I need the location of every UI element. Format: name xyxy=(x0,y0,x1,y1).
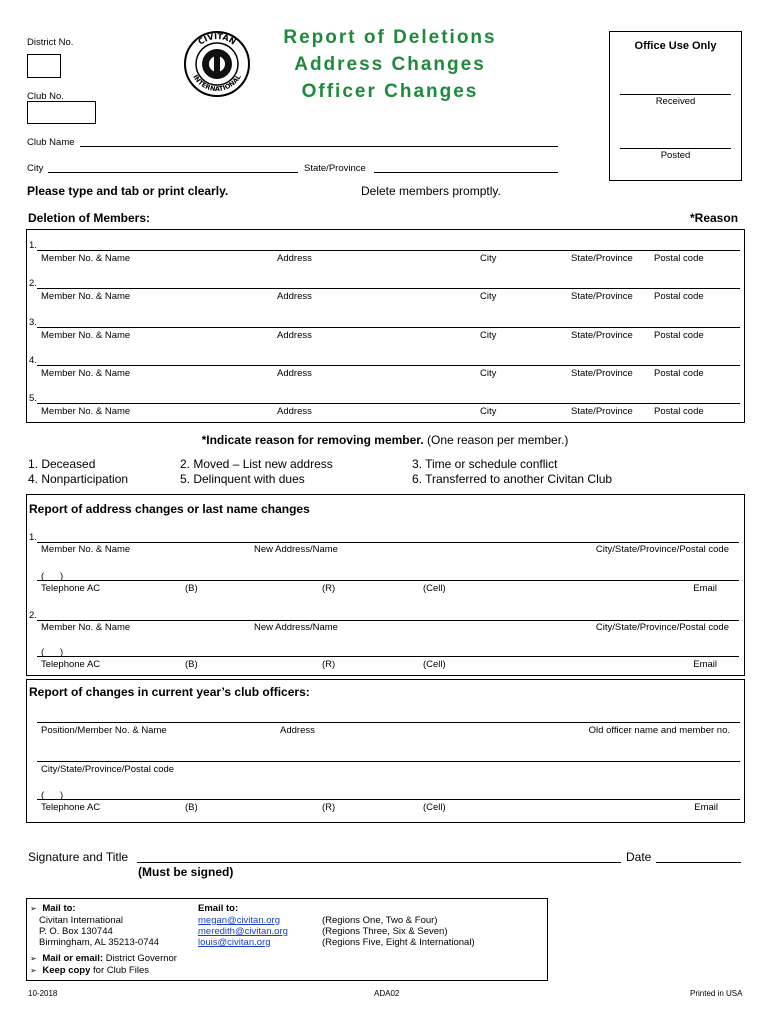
col-member: Member No. & Name xyxy=(41,622,131,633)
col-state: State/Province xyxy=(571,406,633,417)
col-business: (B) xyxy=(185,802,198,813)
col-telephone: Telephone AC xyxy=(41,802,101,813)
reason-item: 5. Delinquent with dues xyxy=(180,472,305,486)
mail-address-line: Civitan International xyxy=(39,915,123,926)
mail-or-email-note xyxy=(30,953,177,964)
bullet-icon: ➢ xyxy=(30,966,37,975)
deletion-row: 5. Member No. & Name Address City State/Province Postal code xyxy=(27,383,744,421)
officer-city-line[interactable] xyxy=(37,761,740,762)
mail-or-email-bold: Mail or email: xyxy=(42,953,104,964)
address-entry-line[interactable] xyxy=(37,542,739,543)
col-city-state-postal: City/State/Province/Postal code xyxy=(595,622,729,633)
col-business: (B) xyxy=(185,583,198,594)
col-member: Member No. & Name xyxy=(41,406,131,417)
reason-item: 4. Nonparticipation xyxy=(28,472,129,486)
deletion-row: 2. Member No. & Name Address City State/Province Postal code xyxy=(27,268,744,306)
phone-entry-line[interactable] xyxy=(37,799,740,800)
deletion-entry-line[interactable] xyxy=(37,403,740,404)
col-address: Address xyxy=(277,406,312,417)
col-address: Address xyxy=(277,291,312,302)
phone-entry-line[interactable] xyxy=(37,580,739,581)
bullet-icon: ➢ xyxy=(30,904,37,913)
mail-address-line: P. O. Box 130744 xyxy=(39,926,113,937)
col-member: Member No. & Name xyxy=(41,330,131,341)
col-address: Address xyxy=(277,253,312,264)
phone-entry-line[interactable] xyxy=(37,656,739,657)
col-residence: (R) xyxy=(322,802,336,813)
region-note: (Regions Three, Six & Seven) xyxy=(322,926,448,937)
col-email: Email xyxy=(693,583,717,594)
col-old-officer: Old officer name and member no. xyxy=(588,725,730,736)
logo-text-bottom: INTERNATIONAL xyxy=(191,73,243,94)
col-city: City xyxy=(480,406,497,417)
address-change-entry: 2. Member No. & Name New Address/Name City/State/Province/Postal code ( ) Telephone AC (B) (R) (Cell) Email xyxy=(27,603,743,681)
officers-box xyxy=(26,679,745,823)
col-telephone: Telephone AC xyxy=(41,659,101,670)
col-city: City xyxy=(480,330,497,341)
title-line-3: Officer Changes xyxy=(301,81,479,102)
col-email: Email xyxy=(693,659,717,670)
phone-paren: ( ) xyxy=(41,571,64,582)
svg-text:CIVITAN xyxy=(197,32,238,47)
office-use-title: Office Use Only xyxy=(634,40,717,52)
officers-title: Report of changes in current year’s club officers: xyxy=(29,685,310,699)
col-state: State/Province xyxy=(571,330,633,341)
reason-instruction-note: (One reason per member.) xyxy=(427,433,569,447)
reason-instruction-bold: *Indicate reason for removing member. xyxy=(201,433,424,447)
col-email: Email xyxy=(694,802,718,813)
district-label: District No. xyxy=(27,37,74,48)
mail-box xyxy=(26,898,548,981)
reason-item: 1. Deceased xyxy=(28,457,96,471)
received-label: Received xyxy=(655,96,696,107)
address-change-entry: 1. Member No. & Name New Address/Name City/State/Province/Postal code ( ) Telephone AC (B) (R) (Cell) Email xyxy=(27,525,743,603)
col-state: State/Province xyxy=(571,291,633,302)
phone-paren: ( ) xyxy=(41,790,64,801)
col-state: State/Province xyxy=(571,368,633,379)
deletion-row: 1. Member No. & Name Address City State/Province Postal code xyxy=(27,230,744,268)
col-city-state-postal: City/State/Province/Postal code xyxy=(595,544,729,555)
must-be-signed-note: (Must be signed) xyxy=(138,865,234,879)
mail-or-email-rest: District Governor xyxy=(103,953,177,964)
col-member: Member No. & Name xyxy=(41,253,131,264)
col-cell: (Cell) xyxy=(423,802,446,813)
type-print-instruction: Please type and tab or print clearly. xyxy=(27,184,229,198)
deletion-row: 3. Member No. & Name Address City State/Province Postal code xyxy=(27,307,744,345)
signature-label: Signature and Title xyxy=(28,850,129,864)
city-field[interactable] xyxy=(48,172,298,173)
deletions-box xyxy=(26,229,745,423)
keep-copy-rest: for Club Files xyxy=(90,965,149,976)
deletion-row: 4. Member No. & Name Address City State/Province Postal code xyxy=(27,345,744,383)
region-note: (Regions Five, Eight & International) xyxy=(322,937,475,948)
club-number-field[interactable] xyxy=(27,101,96,124)
col-address: Address xyxy=(280,725,315,736)
col-city: City xyxy=(480,291,497,302)
form-title xyxy=(255,24,525,105)
keep-copy-note xyxy=(30,965,149,976)
email-link-meredith[interactable]: meredith@civitan.org xyxy=(198,926,288,937)
club-name-label: Club Name xyxy=(27,137,75,148)
officer-entry-line[interactable] xyxy=(37,722,740,723)
club-name-field[interactable] xyxy=(80,146,558,147)
title-line-2: Address Changes xyxy=(294,54,486,75)
col-address: Address xyxy=(277,330,312,341)
footer-date: 10-2018 xyxy=(28,989,58,998)
col-business: (B) xyxy=(185,659,198,670)
col-cell: (Cell) xyxy=(423,659,446,670)
col-member: Member No. & Name xyxy=(41,544,131,555)
col-city-state-postal: City/State/Province/Postal code xyxy=(41,764,175,775)
phone-paren: ( ) xyxy=(41,647,64,658)
state-field[interactable] xyxy=(374,172,558,173)
col-member: Member No. & Name xyxy=(41,291,131,302)
delete-promptly-note: Delete members promptly. xyxy=(361,184,501,198)
col-address: Address xyxy=(277,368,312,379)
city-label: City xyxy=(27,163,44,174)
date-field[interactable] xyxy=(656,862,741,863)
footer-form-code: ADA02 xyxy=(374,989,400,998)
reason-item: 2. Moved – List new address xyxy=(180,457,333,471)
col-telephone: Telephone AC xyxy=(41,583,101,594)
col-position: Position/Member No. & Name xyxy=(41,725,167,736)
club-no-label: Club No. xyxy=(27,91,64,102)
email-link-louis[interactable]: louis@civitan.org xyxy=(198,937,271,948)
deletion-entry-line[interactable] xyxy=(37,327,740,328)
state-label: State/Province xyxy=(304,163,366,174)
mail-address-line: Birmingham, AL 35213-0744 xyxy=(39,937,160,948)
col-member: Member No. & Name xyxy=(41,368,131,379)
office-use-box xyxy=(609,31,742,181)
address-changes-box xyxy=(26,494,745,676)
deletion-entry-line[interactable] xyxy=(37,365,740,366)
col-postal: Postal code xyxy=(654,368,704,379)
date-label: Date xyxy=(626,850,652,864)
logo-text-top: CIVITAN xyxy=(196,31,238,47)
deletions-title: Deletion of Members: xyxy=(28,211,151,225)
email-link-megan[interactable]: megan@civitan.org xyxy=(198,915,280,926)
reason-instruction xyxy=(0,433,770,447)
col-new-address: New Address/Name xyxy=(254,544,338,555)
col-postal: Postal code xyxy=(654,330,704,341)
col-residence: (R) xyxy=(322,583,336,594)
col-postal: Postal code xyxy=(654,253,704,264)
reason-item: 6. Transferred to another Civitan Club xyxy=(412,472,613,486)
reason-label: *Reason xyxy=(690,211,739,225)
mail-to xyxy=(30,903,76,914)
col-city: City xyxy=(480,253,497,264)
deletion-entry-line[interactable] xyxy=(37,250,740,251)
address-entry-line[interactable] xyxy=(37,620,739,621)
col-postal: Postal code xyxy=(654,406,704,417)
signature-field[interactable] xyxy=(137,862,621,863)
col-cell: (Cell) xyxy=(423,583,446,594)
reason-item: 3. Time or schedule conflict xyxy=(412,457,558,471)
title-line-1: Report of Deletions xyxy=(283,27,497,48)
district-number-field[interactable] xyxy=(27,54,61,78)
deletion-entry-line[interactable] xyxy=(37,288,740,289)
email-to-label: Email to: xyxy=(198,903,239,914)
col-state: State/Province xyxy=(571,253,633,264)
col-city: City xyxy=(480,368,497,379)
bullet-icon: ➢ xyxy=(30,954,37,963)
region-note: (Regions One, Two & Four) xyxy=(322,915,438,926)
keep-copy-bold: Keep copy xyxy=(42,965,91,976)
address-changes-title: Report of address changes or last name changes xyxy=(29,502,310,516)
footer-printed: Printed in USA xyxy=(690,989,743,998)
civitan-logo xyxy=(183,30,251,98)
col-new-address: New Address/Name xyxy=(254,622,338,633)
posted-label: Posted xyxy=(660,150,691,161)
col-residence: (R) xyxy=(322,659,336,670)
col-postal: Postal code xyxy=(654,291,704,302)
mail-to-label: Mail to: xyxy=(42,903,76,914)
